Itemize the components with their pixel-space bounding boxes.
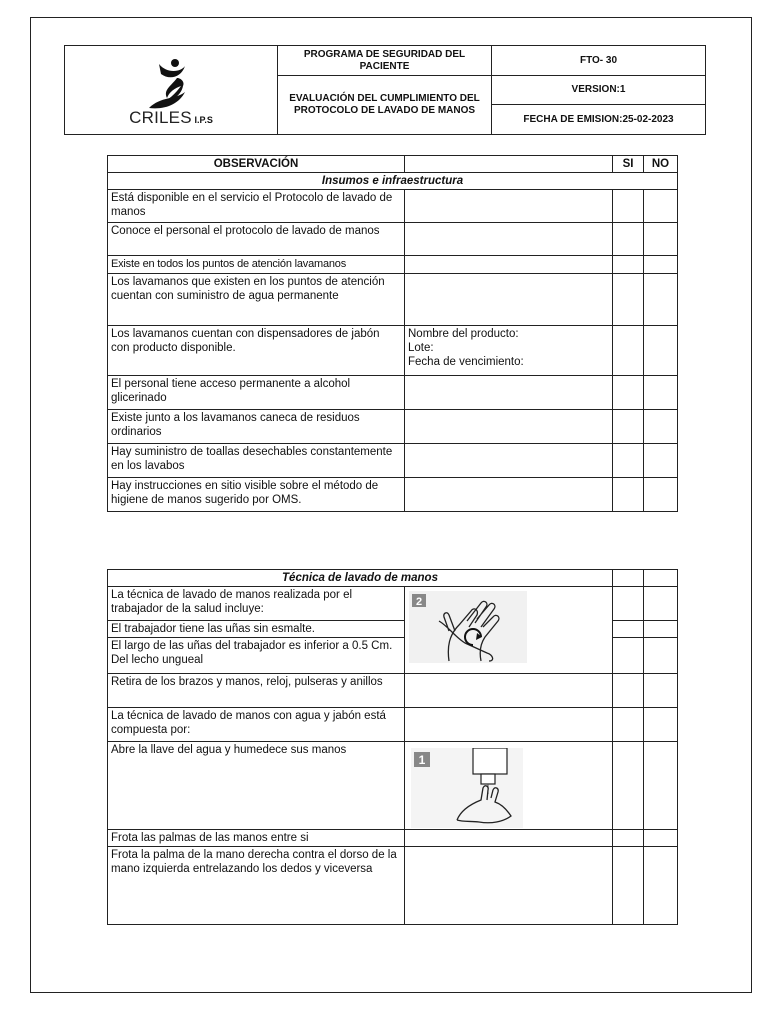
no-cell[interactable] <box>644 444 678 478</box>
col-header-detail <box>405 156 613 173</box>
detail-cell <box>405 830 613 847</box>
no-cell[interactable] <box>644 847 678 925</box>
observation-text: Existe en todos los puntos de atención lavamanos <box>108 256 405 274</box>
logo <box>65 46 278 135</box>
no-cell <box>644 570 678 587</box>
si-cell[interactable] <box>613 376 644 410</box>
si-cell[interactable] <box>613 256 644 274</box>
no-cell[interactable] <box>644 274 678 326</box>
document-version: VERSION:1 <box>492 76 706 105</box>
no-cell[interactable] <box>644 638 678 674</box>
evaluation-title: EVALUACIÓN DEL CUMPLIMIENTO DEL PROTOCOLO DE LAVADO DE MANOS <box>278 76 492 135</box>
illustration-cell <box>405 587 613 674</box>
detail-cell <box>405 708 613 742</box>
observation-text: Hay suministro de toallas desechables constantemente en los lavabos <box>108 444 405 478</box>
si-cell[interactable] <box>613 444 644 478</box>
observation-text: Conoce el personal el protocolo de lavado de manos <box>108 223 405 256</box>
detail-cell <box>405 256 613 274</box>
col-header-observacion: OBSERVACIÓN <box>108 156 405 173</box>
detail-cell <box>405 674 613 708</box>
si-cell[interactable] <box>613 223 644 256</box>
detail-cell <box>405 190 613 223</box>
table-row <box>108 223 678 256</box>
table-row <box>108 410 678 444</box>
si-cell[interactable] <box>613 638 644 674</box>
product-detail-cell: Nombre del producto: Lote: Fecha de vencimiento: <box>405 326 613 376</box>
table-row <box>108 830 678 847</box>
faucet-wet-hands-illustration-icon <box>411 748 523 828</box>
document-header <box>64 45 706 135</box>
logo-text: CRILES <box>129 107 192 127</box>
no-cell[interactable] <box>644 190 678 223</box>
table-row <box>108 742 678 830</box>
section-title: Insumos e infraestructura <box>108 173 678 190</box>
no-cell[interactable] <box>644 410 678 444</box>
si-cell[interactable] <box>613 410 644 444</box>
observation-text: Existe junto a los lavamanos caneca de residuos ordinarios <box>108 410 405 444</box>
si-cell[interactable] <box>613 274 644 326</box>
no-cell[interactable] <box>644 223 678 256</box>
table-row <box>108 587 678 621</box>
observation-text: El largo de las uñas del trabajador es inferior a 0.5 Cm. Del lecho ungueal <box>108 638 405 674</box>
detail-cell <box>405 274 613 326</box>
observation-text: La técnica de lavado de manos realizada por el trabajador de la salud incluye: <box>108 587 405 621</box>
detail-cell <box>405 847 613 925</box>
si-cell[interactable] <box>613 830 644 847</box>
detail-cell <box>405 223 613 256</box>
si-cell <box>613 570 644 587</box>
no-cell[interactable] <box>644 742 678 830</box>
si-cell[interactable] <box>613 621 644 638</box>
hands-rubbing-illustration-icon <box>409 591 527 663</box>
no-cell[interactable] <box>644 708 678 742</box>
table-row <box>108 190 678 223</box>
table-row <box>108 478 678 512</box>
table-row <box>108 847 678 925</box>
table-row <box>108 274 678 326</box>
step-number: 1 <box>418 753 426 767</box>
observation-text: El trabajador tiene las uñas sin esmalte. <box>108 621 405 638</box>
section-title: Técnica de lavado de manos <box>108 570 613 587</box>
illustration-cell <box>405 742 613 830</box>
step-number: 2 <box>415 596 423 608</box>
no-cell[interactable] <box>644 256 678 274</box>
si-cell[interactable] <box>613 708 644 742</box>
program-title: PROGRAMA DE SEGURIDAD DEL PACIENTE <box>278 46 492 76</box>
logo-emblem-icon <box>141 56 201 114</box>
no-cell[interactable] <box>644 478 678 512</box>
si-cell[interactable] <box>613 190 644 223</box>
observation-text: La técnica de lavado de manos con agua y jabón está compuesta por: <box>108 708 405 742</box>
emission-date: FECHA DE EMISION:25-02-2023 <box>492 105 706 135</box>
table-row <box>108 708 678 742</box>
observation-text: Retira de los brazos y manos, reloj, pulseras y anillos <box>108 674 405 708</box>
table-row <box>108 256 678 274</box>
si-cell[interactable] <box>613 674 644 708</box>
table-row <box>108 674 678 708</box>
table-row <box>108 444 678 478</box>
detail-cell <box>405 478 613 512</box>
si-cell[interactable] <box>613 847 644 925</box>
observation-text: Está disponible en el servicio el Protocolo de lavado de manos <box>108 190 405 223</box>
observation-text: Abre la llave del agua y humedece sus manos <box>108 742 405 830</box>
observation-text: Los lavamanos que existen en los puntos de atención cuentan con suministro de agua permanente <box>108 274 405 326</box>
no-cell[interactable] <box>644 326 678 376</box>
observation-text: Los lavamanos cuentan con dispensadores de jabón con producto disponible. <box>108 326 405 376</box>
detail-cell <box>405 376 613 410</box>
col-header-si: SI <box>613 156 644 173</box>
observation-table <box>107 155 678 512</box>
detail-cell <box>405 444 613 478</box>
no-cell[interactable] <box>644 830 678 847</box>
observation-text: Frota la palma de la mano derecha contra el dorso de la mano izquierda entrelazando los dedos y viceversa <box>108 847 405 925</box>
si-cell[interactable] <box>613 326 644 376</box>
logo-sub: I.P.S <box>194 114 213 125</box>
table-row <box>108 376 678 410</box>
no-cell[interactable] <box>644 674 678 708</box>
observation-text: Hay instrucciones en sitio visible sobre el método de higiene de manos sugerido por OMS. <box>108 478 405 512</box>
no-cell[interactable] <box>644 621 678 638</box>
observation-text: Frota las palmas de las manos entre si <box>108 830 405 847</box>
technique-table <box>107 569 678 925</box>
si-cell[interactable] <box>613 742 644 830</box>
no-cell[interactable] <box>644 587 678 621</box>
document-code: FTO- 30 <box>492 46 706 76</box>
col-header-no: NO <box>644 156 678 173</box>
table-row <box>108 326 678 376</box>
detail-cell <box>405 410 613 444</box>
si-cell[interactable] <box>613 587 644 621</box>
no-cell[interactable] <box>644 376 678 410</box>
observation-text: El personal tiene acceso permanente a alcohol glicerinado <box>108 376 405 410</box>
si-cell[interactable] <box>613 478 644 512</box>
